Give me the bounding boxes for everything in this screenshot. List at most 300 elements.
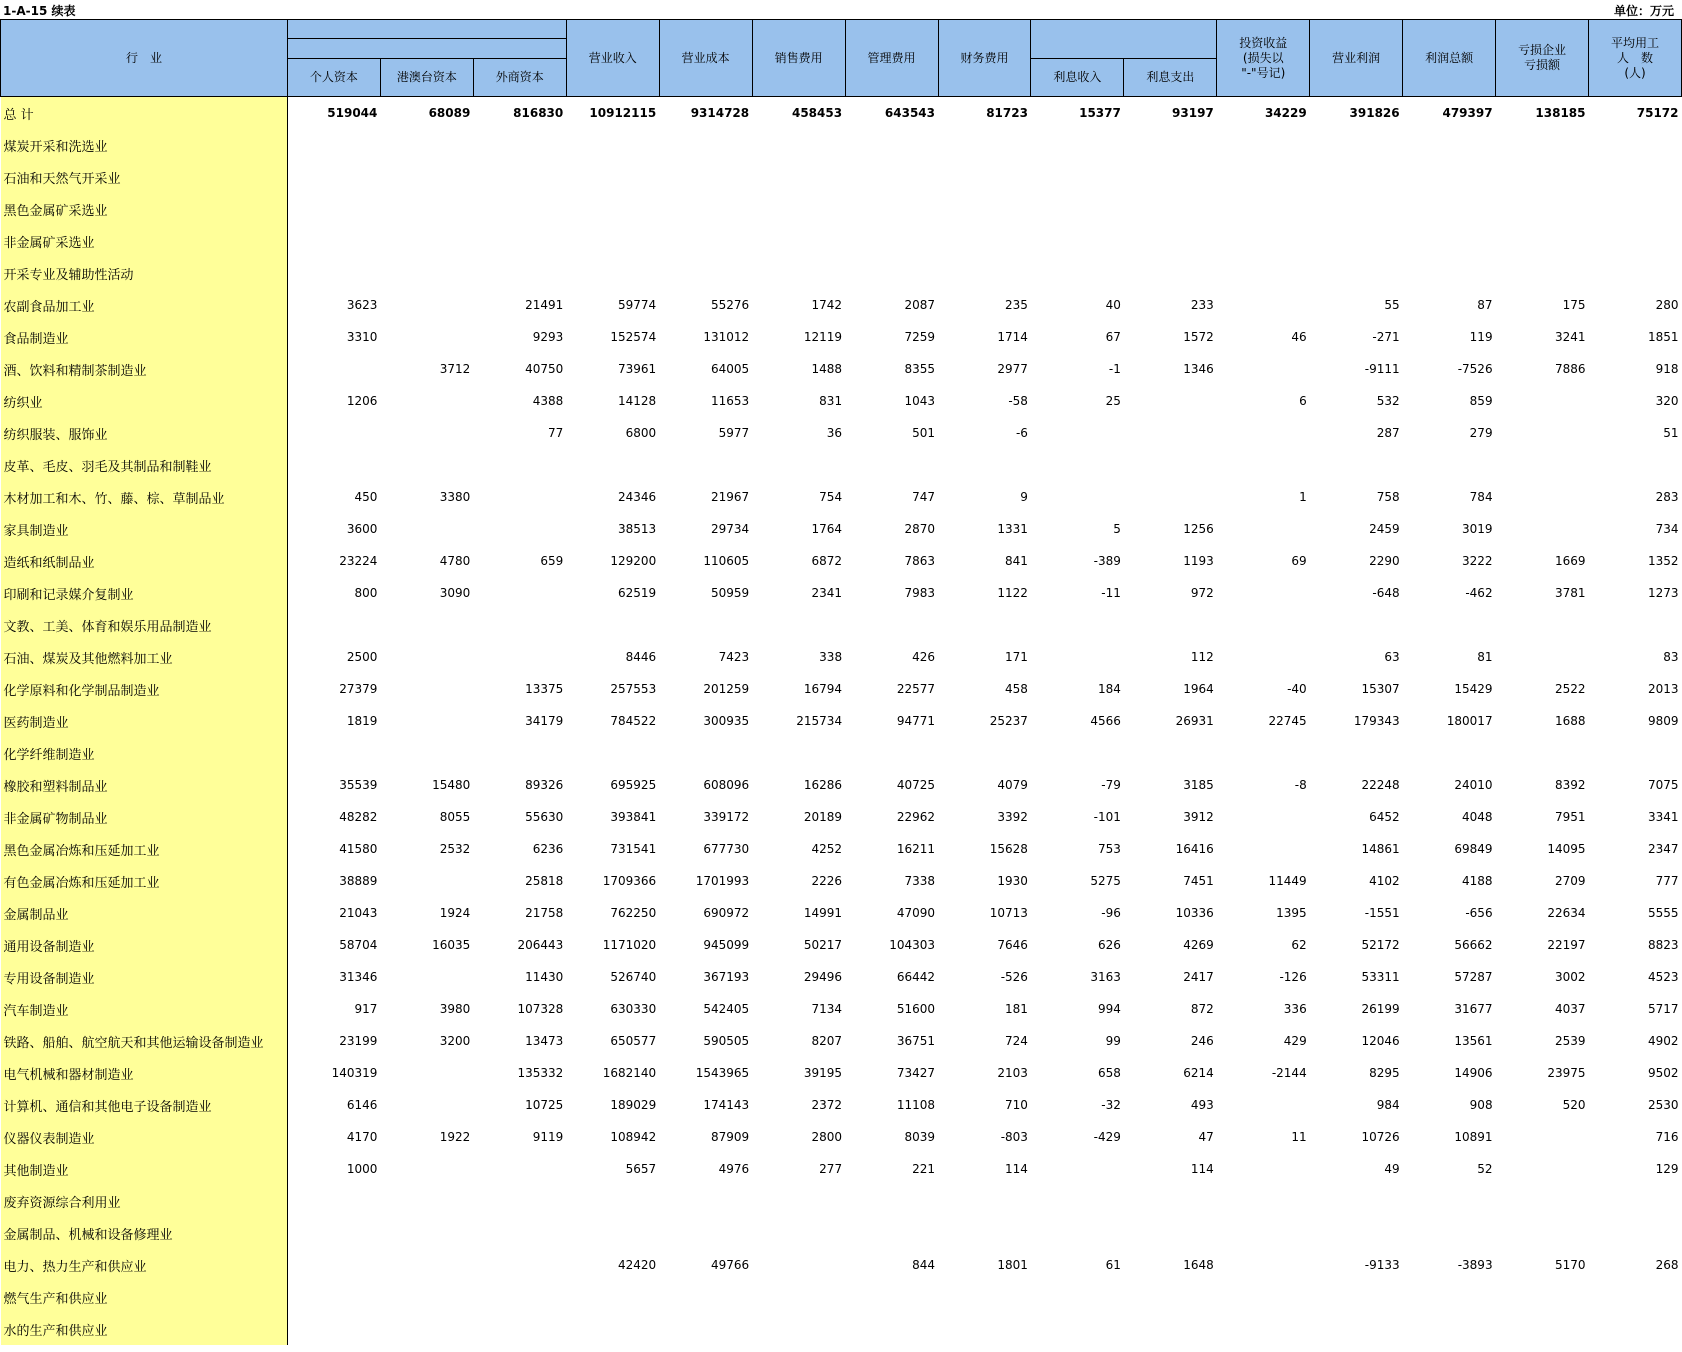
value-cell: 14095 (1547, 842, 1586, 856)
header-revenue: 营业收入 (566, 20, 659, 97)
value-cell (1217, 1313, 1310, 1345)
value-cell (473, 737, 566, 769)
value-cell (380, 225, 473, 257)
value-cell: 816830 (513, 106, 564, 120)
value-cell: 29734 (710, 522, 750, 536)
industry-name: 仪器仪表制造业 (1, 1121, 288, 1153)
value-cell: 690972 (703, 906, 750, 920)
value-cell: 9314728 (690, 106, 750, 120)
value-cell (1217, 609, 1310, 641)
value-cell: 55 (1384, 298, 1400, 312)
industry-name: 金属制品业 (1, 897, 288, 929)
value-cell (1124, 737, 1217, 769)
value-cell: 131012 (703, 330, 750, 344)
value-cell: 73427 (896, 1066, 936, 1080)
value-cell: 2530 (1647, 1098, 1679, 1112)
value-cell (1031, 449, 1124, 481)
industry-name: 黑色金属冶炼和压延加工业 (1, 833, 288, 865)
value-cell: 7886 (1554, 362, 1586, 376)
industry-name: 文教、工美、体育和娱乐用品制造业 (1, 609, 288, 641)
value-cell: 22634 (1547, 906, 1586, 920)
value-cell: 40750 (525, 362, 564, 376)
value-cell: 4388 (532, 394, 564, 408)
value-cell: 2709 (1554, 874, 1586, 888)
industry-name: 石油和天然气开采业 (1, 161, 288, 193)
value-cell: 650577 (610, 1034, 657, 1048)
value-cell: 520 (1562, 1098, 1586, 1112)
value-cell (1496, 225, 1589, 257)
value-cell: 1171020 (602, 938, 657, 952)
value-cell (1589, 257, 1682, 289)
value-cell: 50959 (710, 586, 750, 600)
value-cell (473, 641, 566, 673)
value-cell: 10713 (989, 906, 1028, 920)
value-cell (1124, 1281, 1217, 1313)
value-cell (380, 257, 473, 289)
value-cell: 3002 (1554, 970, 1586, 984)
value-cell: 918 (1655, 362, 1679, 376)
value-cell: 659 (540, 554, 564, 568)
value-cell: 9809 (1647, 714, 1679, 728)
value-cell (1124, 193, 1217, 225)
value-cell (938, 737, 1031, 769)
value-cell: 429 (1283, 1034, 1307, 1048)
value-cell: 4976 (718, 1162, 750, 1176)
value-cell (1217, 1249, 1310, 1281)
value-cell: 221 (912, 1162, 936, 1176)
value-cell: 287 (1376, 426, 1400, 440)
value-cell: 16035 (432, 938, 471, 952)
value-cell: 59774 (618, 298, 657, 312)
value-cell: 1742 (811, 298, 843, 312)
value-cell: 12046 (1361, 1034, 1400, 1048)
value-cell: -526 (1000, 970, 1028, 984)
value-cell (659, 1281, 752, 1313)
value-cell: 11 (1291, 1130, 1307, 1144)
value-cell: 4170 (346, 1130, 378, 1144)
value-cell (287, 1185, 380, 1217)
value-cell: 1193 (1183, 554, 1214, 568)
value-cell (287, 1249, 380, 1281)
value-cell (473, 513, 566, 545)
industry-name: 电力、热力生产和供应业 (1, 1249, 288, 1281)
value-cell: 3980 (439, 1002, 471, 1016)
value-cell (1124, 417, 1217, 449)
value-cell: 9119 (532, 1130, 564, 1144)
value-cell (287, 353, 380, 385)
table-row (1, 1185, 1682, 1217)
value-cell: 15429 (1454, 682, 1493, 696)
industry-name: 非金属矿物制品业 (1, 801, 288, 833)
value-cell: 15377 (1079, 106, 1121, 120)
value-cell: 2226 (811, 874, 843, 888)
value-cell (1403, 1217, 1496, 1249)
value-cell (1496, 449, 1589, 481)
value-cell: 180017 (1446, 714, 1493, 728)
value-cell (1403, 193, 1496, 225)
value-cell: 3163 (1090, 970, 1121, 984)
value-cell (1031, 1153, 1124, 1185)
value-cell (1217, 1281, 1310, 1313)
value-cell: 3090 (439, 586, 471, 600)
value-cell (845, 1281, 938, 1313)
value-cell (380, 609, 473, 641)
value-cell: 1930 (997, 874, 1028, 888)
value-cell: 58704 (339, 938, 378, 952)
header-capital-hkmt: 港澳台资本 (380, 59, 473, 97)
industry-name: 纺织业 (1, 385, 288, 417)
value-cell: -271 (1372, 330, 1400, 344)
value-cell: 174143 (703, 1098, 750, 1112)
value-cell: 24010 (1454, 778, 1493, 792)
value-cell: 762250 (610, 906, 657, 920)
value-cell: 1 (1299, 490, 1307, 504)
value-cell: -1 (1108, 362, 1121, 376)
value-cell (1124, 129, 1217, 161)
value-cell (752, 1313, 845, 1345)
value-cell (287, 225, 380, 257)
value-cell: 38889 (339, 874, 378, 888)
value-cell: 1395 (1276, 906, 1307, 920)
value-cell (1310, 225, 1403, 257)
value-cell (566, 1217, 659, 1249)
table-body (1, 97, 1682, 1346)
value-cell: 493 (1190, 1098, 1214, 1112)
value-cell (1217, 1153, 1310, 1185)
value-cell (938, 1313, 1031, 1345)
value-cell: 175 (1562, 298, 1586, 312)
value-cell: 21967 (710, 490, 750, 504)
value-cell: -58 (1008, 394, 1028, 408)
value-cell: 426 (912, 650, 936, 664)
value-cell (473, 577, 566, 609)
value-cell (752, 1217, 845, 1249)
table-row (1, 641, 1682, 673)
value-cell: 2539 (1554, 1034, 1586, 1048)
value-cell (1589, 225, 1682, 257)
value-cell: 87 (1477, 298, 1493, 312)
value-cell: 6800 (625, 426, 657, 440)
value-cell: 1714 (997, 330, 1028, 344)
value-cell: 83 (1663, 650, 1679, 664)
value-cell: -40 (1287, 682, 1307, 696)
value-cell: 25818 (525, 874, 564, 888)
header-industry: 行 业 (1, 20, 288, 97)
value-cell (473, 193, 566, 225)
header-fin-expense: 财务费用 (938, 20, 1031, 97)
value-cell (752, 193, 845, 225)
table-row (1, 225, 1682, 257)
value-cell (566, 129, 659, 161)
value-cell: -3893 (1457, 1258, 1493, 1272)
value-cell (287, 1313, 380, 1345)
value-cell: 52 (1477, 1162, 1493, 1176)
value-cell: 110605 (703, 554, 750, 568)
value-cell (380, 1153, 473, 1185)
value-cell: 872 (1190, 1002, 1214, 1016)
value-cell: 52172 (1361, 938, 1400, 952)
table-row (1, 1217, 1682, 1249)
value-cell: 2341 (811, 586, 843, 600)
table-row (1, 1025, 1682, 1057)
value-cell: 49 (1384, 1162, 1400, 1176)
value-cell (938, 129, 1031, 161)
value-cell (938, 609, 1031, 641)
value-cell (1217, 737, 1310, 769)
value-cell: 22962 (896, 810, 936, 824)
table-row (1, 929, 1682, 961)
value-cell: 724 (1005, 1034, 1028, 1048)
value-cell: 1000 (346, 1162, 378, 1176)
value-cell (566, 225, 659, 257)
value-cell (1310, 161, 1403, 193)
value-cell: -2144 (1271, 1066, 1307, 1080)
value-cell: 94771 (896, 714, 936, 728)
value-cell (1496, 1281, 1589, 1313)
table-row (1, 257, 1682, 289)
value-cell (566, 193, 659, 225)
value-cell: 4252 (811, 842, 843, 856)
value-cell (938, 449, 1031, 481)
table-row (1, 961, 1682, 993)
value-cell: 3200 (439, 1034, 471, 1048)
value-cell: 268 (1655, 1258, 1679, 1272)
value-cell (1496, 737, 1589, 769)
value-cell: 8823 (1647, 938, 1679, 952)
value-cell (1403, 609, 1496, 641)
value-cell (1124, 161, 1217, 193)
value-cell: 277 (819, 1162, 843, 1176)
value-cell (1496, 385, 1589, 417)
industry-name: 化学纤维制造业 (1, 737, 288, 769)
value-cell: 2290 (1369, 554, 1400, 568)
value-cell: 31346 (339, 970, 378, 984)
value-cell: 972 (1190, 586, 1214, 600)
value-cell: 55276 (710, 298, 750, 312)
value-cell: 716 (1655, 1130, 1679, 1144)
industry-name: 石油、煤炭及其他燃料加工业 (1, 641, 288, 673)
value-cell: 526740 (610, 970, 657, 984)
value-cell: 23199 (339, 1034, 378, 1048)
table-row (1, 1281, 1682, 1313)
value-cell: 9502 (1647, 1066, 1679, 1080)
value-cell (473, 1153, 566, 1185)
table-row (1, 161, 1682, 193)
value-cell (1031, 737, 1124, 769)
value-cell: 391826 (1349, 106, 1400, 120)
value-cell (938, 257, 1031, 289)
value-cell (1403, 1313, 1496, 1345)
value-cell: 2532 (439, 842, 471, 856)
value-cell: 519044 (327, 106, 378, 120)
value-cell: 25237 (989, 714, 1028, 728)
value-cell: 7259 (904, 330, 936, 344)
header-total-profit: 利润总额 (1403, 20, 1496, 97)
value-cell: 1819 (346, 714, 378, 728)
value-cell: 51 (1663, 426, 1679, 440)
value-cell: 4566 (1090, 714, 1121, 728)
value-cell: -9111 (1364, 362, 1400, 376)
value-cell (380, 705, 473, 737)
value-cell (845, 1217, 938, 1249)
value-cell (1031, 1185, 1124, 1217)
value-cell (938, 193, 1031, 225)
value-cell (1217, 289, 1310, 321)
value-cell: 16416 (1175, 842, 1214, 856)
value-cell: 57287 (1454, 970, 1493, 984)
value-cell: 40 (1105, 298, 1121, 312)
value-cell: 22197 (1547, 938, 1586, 952)
value-cell: 7134 (811, 1002, 843, 1016)
value-cell (1124, 1313, 1217, 1345)
value-cell: 26931 (1175, 714, 1214, 728)
value-cell: 7646 (997, 938, 1028, 952)
value-cell (380, 321, 473, 353)
value-cell: -7526 (1457, 362, 1493, 376)
value-cell (566, 609, 659, 641)
value-cell: 31677 (1454, 1002, 1493, 1016)
value-cell (1496, 1217, 1589, 1249)
value-cell: 56662 (1454, 938, 1493, 952)
value-cell: 630330 (610, 1002, 657, 1016)
value-cell: 501 (912, 426, 936, 440)
value-cell (938, 161, 1031, 193)
value-cell (287, 161, 380, 193)
value-cell (1124, 1185, 1217, 1217)
value-cell (845, 225, 938, 257)
value-cell: 532 (1376, 394, 1400, 408)
table-row (1, 321, 1682, 353)
value-cell: 450 (354, 490, 378, 504)
value-cell (752, 129, 845, 161)
value-cell: 215734 (796, 714, 843, 728)
value-cell (1217, 641, 1310, 673)
value-cell: 67 (1105, 330, 1121, 344)
header-interest-expense: 利息支出 (1124, 59, 1217, 97)
value-cell: 22745 (1268, 714, 1307, 728)
value-cell: -101 (1093, 810, 1121, 824)
value-cell (1124, 385, 1217, 417)
table-row (1, 1313, 1682, 1345)
value-cell (1217, 833, 1310, 865)
industry-name: 皮革、毛皮、羽毛及其制品和制鞋业 (1, 449, 288, 481)
value-cell (1589, 1313, 1682, 1345)
value-cell: 1682140 (602, 1066, 657, 1080)
value-cell (938, 1217, 1031, 1249)
value-cell (1310, 1185, 1403, 1217)
value-cell (1310, 737, 1403, 769)
value-cell (1031, 641, 1124, 673)
value-cell (1589, 609, 1682, 641)
table-row (1, 993, 1682, 1025)
value-cell (1496, 513, 1589, 545)
value-cell: 48282 (339, 810, 378, 824)
value-cell: 3380 (439, 490, 471, 504)
value-cell: 3392 (997, 810, 1028, 824)
table-row (1, 1121, 1682, 1153)
table-row (1, 289, 1682, 321)
value-cell (845, 737, 938, 769)
value-cell (1031, 225, 1124, 257)
value-cell: 8446 (625, 650, 657, 664)
value-cell: 13561 (1454, 1034, 1493, 1048)
value-cell: 1543965 (695, 1066, 750, 1080)
value-cell (659, 257, 752, 289)
header-interest-income: 利息收入 (1031, 59, 1124, 97)
value-cell: 184 (1097, 682, 1121, 696)
value-cell: 2417 (1183, 970, 1214, 984)
header-loss-amount: 亏损企业 亏损额 (1496, 20, 1589, 97)
value-cell (1589, 193, 1682, 225)
value-cell: 7423 (718, 650, 750, 664)
value-cell: 40725 (896, 778, 936, 792)
value-cell (1310, 257, 1403, 289)
value-cell (1496, 609, 1589, 641)
value-cell: 21043 (339, 906, 378, 920)
value-cell (1496, 193, 1589, 225)
value-cell (566, 449, 659, 481)
industry-name: 废弃资源综合利用业 (1, 1185, 288, 1217)
value-cell: 1922 (439, 1130, 471, 1144)
value-cell: -429 (1093, 1130, 1121, 1144)
value-cell (1496, 161, 1589, 193)
value-cell: 62519 (618, 586, 657, 600)
value-cell: 10891 (1454, 1130, 1493, 1144)
table-row (1, 545, 1682, 577)
value-cell (845, 609, 938, 641)
value-cell (1310, 1313, 1403, 1345)
value-cell (287, 737, 380, 769)
value-cell: 1572 (1183, 330, 1214, 344)
value-cell: 23975 (1547, 1066, 1586, 1080)
value-cell: 4523 (1647, 970, 1679, 984)
value-cell (1217, 1217, 1310, 1249)
value-cell: 13375 (525, 682, 564, 696)
value-cell: 16794 (803, 682, 843, 696)
value-cell: 10725 (525, 1098, 564, 1112)
value-cell: 13473 (525, 1034, 564, 1048)
industry-name: 开采专业及辅助性活动 (1, 257, 288, 289)
value-cell: 1701993 (695, 874, 750, 888)
value-cell (845, 1313, 938, 1345)
value-cell: 201259 (703, 682, 750, 696)
value-cell: 107328 (517, 1002, 564, 1016)
value-cell (1217, 353, 1310, 385)
value-cell (1310, 1281, 1403, 1313)
table-row (1, 897, 1682, 929)
value-cell: 4269 (1183, 938, 1214, 952)
value-cell (380, 1281, 473, 1313)
value-cell: 89326 (525, 778, 564, 792)
value-cell: -11 (1101, 586, 1121, 600)
value-cell (1031, 609, 1124, 641)
value-cell (380, 193, 473, 225)
value-cell: 1256 (1183, 522, 1214, 536)
value-cell (1124, 609, 1217, 641)
value-cell: 7451 (1183, 874, 1214, 888)
table-row (1, 1089, 1682, 1121)
value-cell: 16211 (896, 842, 936, 856)
value-cell: -6 (1015, 426, 1028, 440)
table-row (1, 673, 1682, 705)
value-cell: 784522 (610, 714, 657, 728)
value-cell: 859 (1469, 394, 1493, 408)
value-cell: 235 (1005, 298, 1028, 312)
value-cell: 24346 (618, 490, 657, 504)
value-cell (380, 513, 473, 545)
value-cell: 945099 (703, 938, 750, 952)
value-cell: 731541 (610, 842, 657, 856)
